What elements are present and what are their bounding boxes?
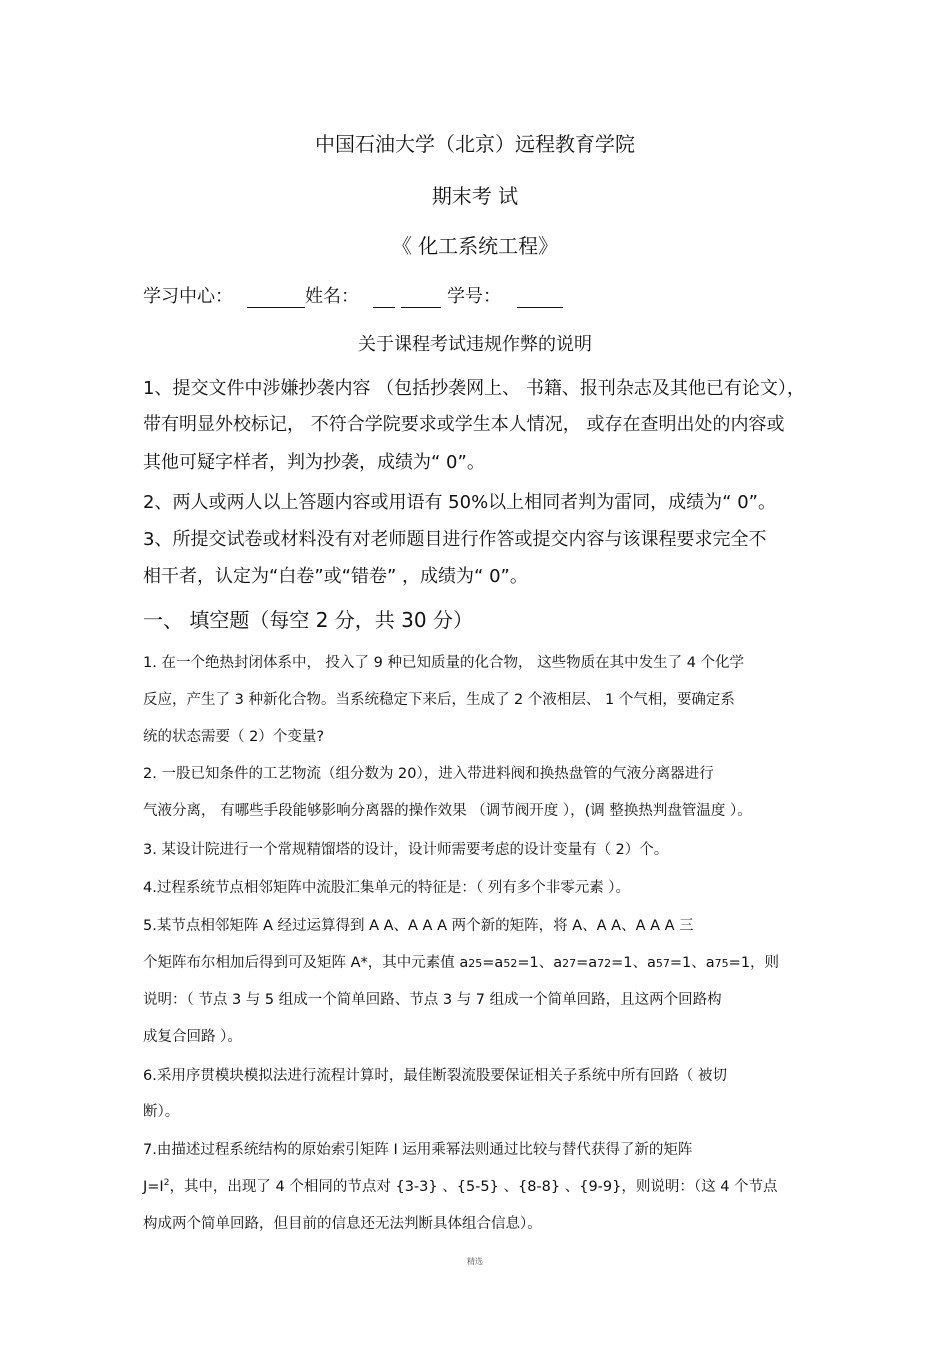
exam-title: 期末考 试 (431, 184, 519, 208)
question-5-line-4: 成复合回路 ）。 (143, 1029, 242, 1045)
q7-text-b: ，其中，出现了 4 个相同的节点对 {3-3} 、{5-5} 、{8-8} 、{9-9}，则说明：（这 4 个节点 (169, 1179, 778, 1195)
q7-text-a: J=I (143, 1179, 164, 1195)
q5-text-b: =a (482, 955, 504, 971)
q5-subscript-25: 25 (468, 957, 483, 970)
q5-text-a: 个矩阵布尔相加后得到可及矩阵 A*，其中元素值 a (143, 955, 469, 971)
student-id-blank[interactable] (517, 288, 563, 308)
question-6-line-1: 6.采用序贯模块模拟法进行流程计算时，最佳断裂流股要保证相关子系统中所有回路（ 被切 (143, 1068, 727, 1084)
rule-1-line-3: 其他可疑字样者，判为抄袭，成绩为“ 0”。 (143, 452, 485, 473)
question-5-line-3: 说明：（ 节点 3 与 5 组成一个简单回路、节点 3 与 7 组成一个简单回路，且这两个回路构 (143, 992, 722, 1008)
q5-subscript-27: 27 (562, 957, 577, 970)
question-5-line-1: 5.某节点相邻矩阵 A 经过运算得到 A A、A A A 两个新的矩阵，将 A、A A、A A A 三 (143, 918, 694, 934)
rule-3-line-1: 3、所提交试卷或材料没有对老师题目进行作答或提交内容与该课程要求完全不 (143, 529, 767, 550)
q5-text-c: =1、a (517, 955, 563, 971)
q5-text-d: =a (576, 955, 598, 971)
q5-subscript-75: 75 (714, 957, 729, 970)
rule-3-line-2: 相干者，认定为“白卷”或“错卷” ，成绩为“ 0”。 (143, 566, 528, 587)
question-5-line-2 (143, 951, 779, 972)
student-info-line (143, 282, 563, 308)
q7-superscript: 2 (163, 1178, 170, 1189)
question-2-line-2: 气液分离， 有哪些手段能够影响分离器的操作效果 （调节阀开度 ），(调 整换热判盘管温度 ）。 (143, 803, 752, 819)
question-1-line-3: 统的状态需要（ 2）个变量? (143, 729, 325, 745)
q5-subscript-52: 52 (503, 957, 518, 970)
q5-subscript-57: 57 (655, 957, 670, 970)
study-center-blank[interactable] (247, 288, 305, 308)
name-blank-b[interactable] (401, 288, 441, 308)
rule-1-line-1: 1、提交文件中涉嫌抄袭内容 （包括抄袭网上、 书籍、报刊杂志及其他已有论文）， (143, 378, 805, 399)
question-7-line-3: 构成两个简单回路，但目前的信息还无法判断具体组合信息）。 (143, 1216, 542, 1232)
question-1-line-1: 1. 在一个绝热封闭体系中， 投入了 9 种已知质量的化合物， 这些物质在其中发生了 4 个化学 (143, 655, 745, 671)
rule-1-line-2: 带有明显外校标记， 不符合学院要求或学生本人情况， 或存在查明出处的内容或 (143, 414, 785, 435)
q5-subscript-72: 72 (597, 957, 612, 970)
footer-label: 精选 (467, 1257, 483, 1266)
q5-text-g: =1，则 (728, 955, 780, 971)
question-2-line-1: 2. 一股已知条件的工艺物流（组分数为 20），进入带进料阀和换热盘管的气液分离器进行 (143, 766, 714, 782)
q5-text-f: =1、a (669, 955, 715, 971)
student-id-label: 学号： (447, 286, 501, 307)
institution-title: 中国石油大学（北京）远程教育学院 (315, 132, 635, 156)
rules-title: 关于课程考试违规作弊的说明 (358, 334, 592, 355)
question-6-line-2: 断）。 (143, 1104, 180, 1120)
question-7-line-2 (143, 1175, 778, 1196)
course-title: 《 化工系统工程》 (391, 234, 559, 258)
q5-text-e: =1、a (611, 955, 656, 971)
study-center-label: 学习中心： (143, 286, 233, 307)
section-1-title: 一、 填空题（每空 2 分，共 30 分） (143, 608, 473, 632)
question-3-line-1: 3. 某设计院进行一个常规精馏塔的设计，设计师需要考虑的设计变量有（ 2）个。 (143, 842, 669, 858)
question-7-line-1: 7.由描述过程系统结构的原始索引矩阵 I 运用乘幂法则通过比较与替代获得了新的矩阵 (143, 1142, 693, 1158)
name-blank-a[interactable] (373, 288, 395, 308)
question-1-line-2: 反应，产生了 3 种新化合物。当系统稳定下来后，生成了 2 个液相层、 1 个气相，要确定系 (143, 692, 735, 708)
name-label: 姓名： (305, 286, 359, 307)
rule-2-line-1: 2、两人或两人以上答题内容或用语有 50%以上相同者判为雷同，成绩为“ 0”。 (143, 492, 777, 513)
question-4-line-1: 4.过程系统节点相邻矩阵中流股汇集单元的特征是：（ 列有多个非零元素 ）。 (143, 880, 631, 896)
